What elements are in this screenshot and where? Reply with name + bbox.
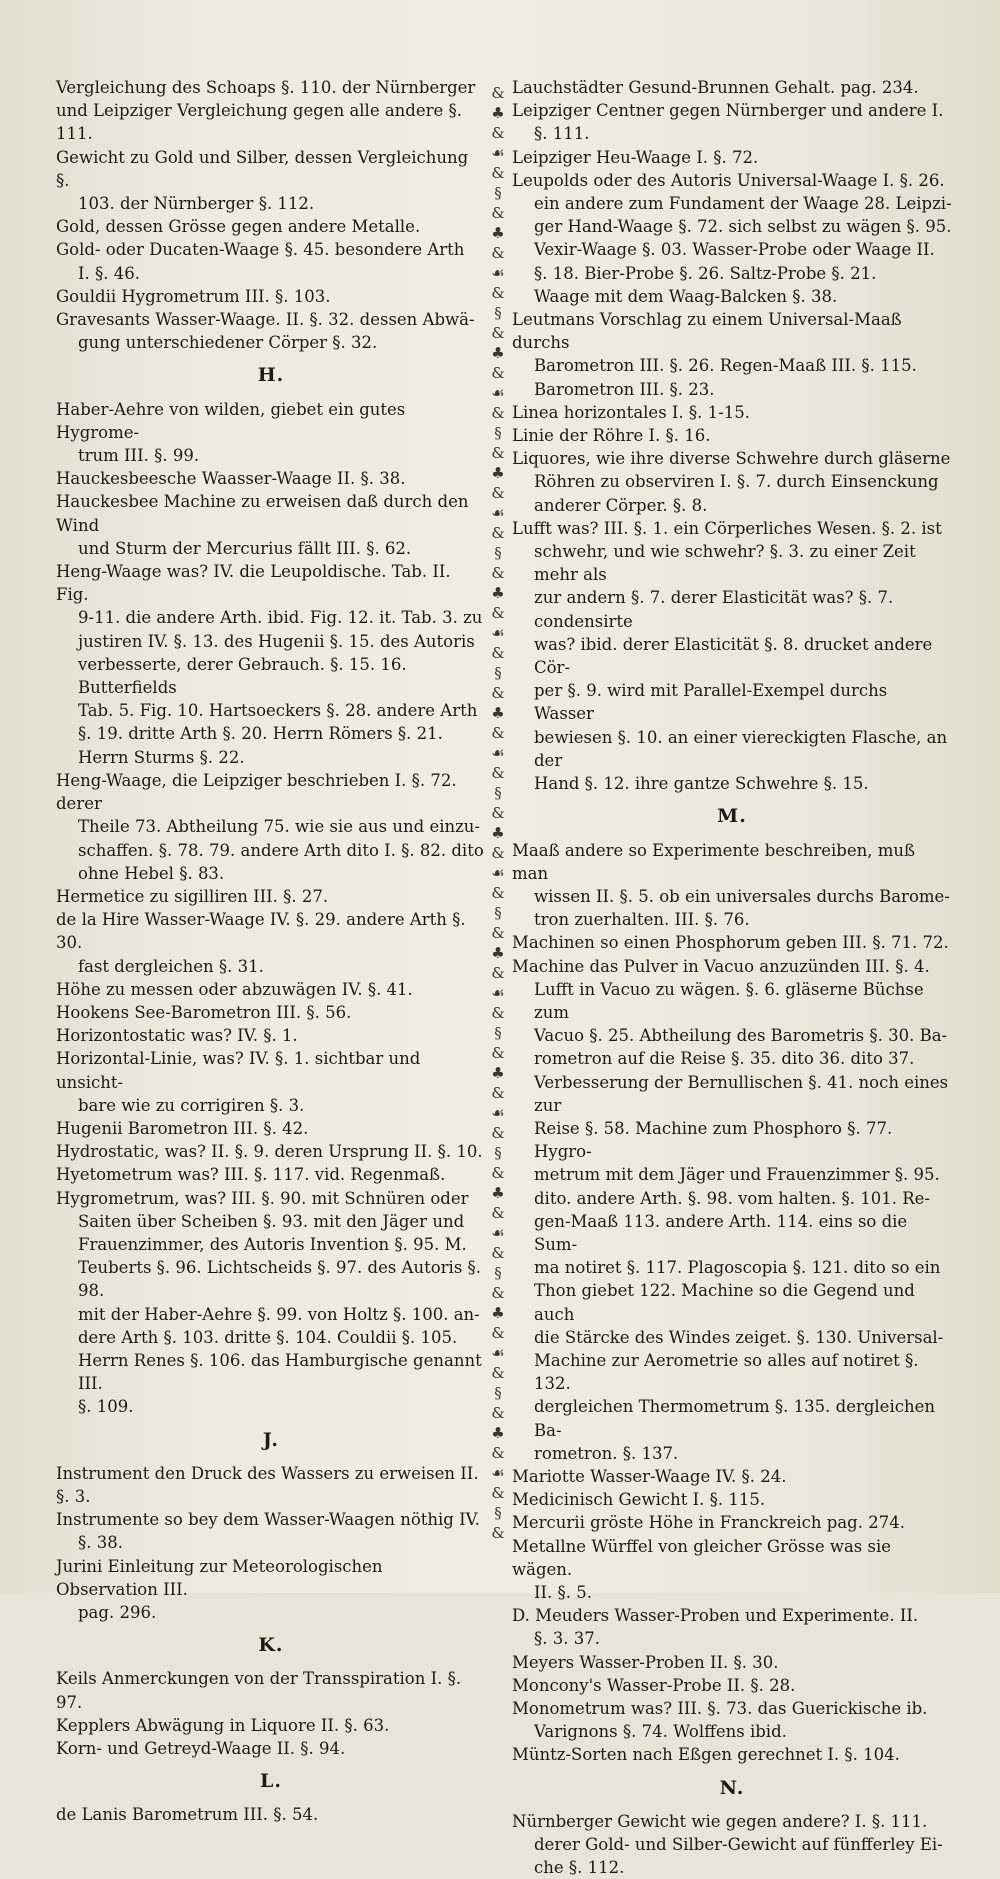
ornament-glyph: &	[491, 604, 505, 622]
ornament-glyph: &	[491, 164, 505, 182]
index-entry: de Lanis Barometrum III. §. 54.	[56, 1805, 319, 1825]
index-entry: Höhe zu messen oder abzuwägen IV. §. 41.	[56, 979, 413, 999]
index-entry-continuation: rometron auf die Reise §. 35. dito 36. dito 37.	[534, 1049, 915, 1069]
index-entry-continuation: justiren IV. §. 13. des Hugenii §. 15. des Autoris	[78, 631, 475, 651]
index-entry-continuation: ohne Hebel §. 83.	[78, 863, 225, 883]
index-entry-continuation: und Sturm der Mercurius fällt III. §. 62.	[78, 538, 412, 558]
index-entry: Haber-Aehre von wilden, giebet ein gutes Hygrome-	[56, 399, 406, 442]
section-letter: J.	[262, 1428, 280, 1451]
index-entry-continuation: Herrn Sturms §. 22.	[78, 747, 245, 767]
ornament-glyph: ☙	[491, 504, 505, 522]
index-entry-continuation: Tab. 5. Fig. 10. Hartsoeckers §. 28. andere Arth	[78, 701, 478, 721]
index-entry: Linea horizontales I. §. 1-15.	[512, 402, 750, 422]
index-entry-continuation: verbesserte, derer Gebrauch. §. 15. 16. Butterfields	[78, 654, 407, 698]
index-entry-continuation: pag. 296.	[78, 1603, 157, 1622]
ornament-glyph: ♣	[491, 584, 505, 602]
index-entry-continuation: derer Gold- und Silber-Gewicht auf fünfferley Ei-	[534, 1835, 943, 1855]
index-entry-continuation: che §. 112.	[534, 1858, 625, 1878]
index-entry-continuation: §. 109.	[78, 1397, 134, 1417]
ornament-glyph: ☙	[491, 1344, 505, 1362]
index-entry-continuation: II. §. 5.	[534, 1583, 593, 1602]
ornament-glyph: ☙	[491, 864, 505, 882]
ornament-glyph: ☙	[491, 384, 505, 402]
index-entry: Horizontal-Linie, was? IV. §. 1. sichtbar und unsicht-	[56, 1049, 421, 1092]
index-entry-continuation: wissen II. §. 5. ob ein universales durchs Barome-	[534, 886, 950, 906]
index-entry: Nürnberger Gewicht wie gegen andere? I. §. 111.	[512, 1811, 928, 1831]
ornament-glyph: ☙	[491, 624, 505, 642]
index-entry-continuation: Theile 73. Abtheilung 75. wie sie aus und einzu-	[78, 817, 481, 837]
index-entry: Müntz-Sorten nach Eßgen gerechnet I. §. 104.	[512, 1745, 900, 1765]
ornament-glyph: §	[494, 1264, 502, 1282]
index-entry: Meyers Wasser-Proben II. §. 30.	[512, 1652, 779, 1672]
index-entry: Lauchstädter Gesund-Brunnen Gehalt. pag. 234.	[512, 78, 919, 97]
index-entry-continuation: dere Arth §. 103. dritte §. 104. Couldii §. 105.	[78, 1327, 458, 1347]
ornament-glyph: &	[491, 1084, 505, 1102]
section-letter: N.	[719, 1776, 745, 1799]
ornament-glyph: &	[491, 884, 505, 902]
ornament-glyph: &	[491, 1204, 505, 1222]
index-entry: Instrumente so bey dem Wasser-Waagen nöthig IV.	[56, 1510, 480, 1530]
index-entry: Leipziger Heu-Waage I. §. 72.	[512, 147, 759, 167]
ornament-glyph: §	[494, 424, 502, 442]
ornament-glyph: ♣	[491, 1184, 505, 1202]
ornament-glyph: &	[491, 284, 505, 302]
index-entry: Machinen so einen Phosphorum geben III. §. 71. 72.	[512, 933, 949, 953]
ornament-glyph: &	[491, 1364, 505, 1382]
ornament-glyph: &	[491, 404, 505, 422]
ornament-glyph: ♣	[491, 464, 505, 482]
ornament-glyph: &	[491, 684, 505, 702]
index-entry: Hermetice zu sigilliren III. §. 27.	[56, 886, 329, 906]
ornament-glyph: §	[494, 904, 502, 922]
ornament-glyph: &	[491, 1124, 505, 1142]
index-entry-continuation: zur andern §. 7. derer Elasticität was? §. 7. condensirte	[534, 588, 894, 631]
index-entry: Heng-Waage, die Leipziger beschrieben I. §. 72. derer	[56, 770, 457, 814]
left-column	[56, 76, 486, 1827]
index-entry-continuation: fast dergleichen §. 31.	[78, 956, 264, 976]
right-column	[512, 76, 952, 1879]
index-entry-continuation: Lufft in Vacuo zu wägen. §. 6. gläserne Büchse zum	[534, 979, 924, 1022]
index-entry-continuation: anderer Cörper. §. 8.	[534, 495, 708, 515]
index-entry: Heng-Waage was? IV. die Leupoldische. Tab. II. Fig.	[56, 562, 451, 605]
ornament-glyph: §	[494, 184, 502, 202]
ornament-glyph: &	[491, 1484, 505, 1502]
index-entry-continuation: die Stärcke des Windes zeiget. §. 130. Universal-	[534, 1327, 944, 1347]
ornament-glyph: &	[491, 1244, 505, 1262]
index-entry-continuation: 103. der Nürnberger §. 112.	[78, 194, 315, 214]
index-entry: Korn- und Getreyd-Waage II. §. 94.	[56, 1739, 346, 1759]
ornament-glyph: &	[491, 524, 505, 542]
ornament-glyph: ☙	[491, 264, 505, 282]
ornament-glyph: &	[491, 244, 505, 262]
ornament-glyph: §	[494, 544, 502, 562]
index-entry: Jurini Einleitung zur Meteorologischen Observation III.	[56, 1556, 383, 1599]
index-entry: Maaß andere so Experimente beschreiben, muß man	[512, 840, 916, 883]
ornament-glyph: ♣	[491, 1304, 505, 1322]
index-entry-continuation: §. 3. 37.	[534, 1629, 600, 1649]
ornament-glyph: &	[491, 964, 505, 982]
ornament-glyph: &	[491, 1444, 505, 1462]
index-entry-continuation: ger Hand-Waage §. 72. sich selbst zu wägen §. 95.	[534, 217, 952, 237]
ornament-glyph: &	[491, 1324, 505, 1342]
ornament-glyph: &	[491, 1004, 505, 1022]
ornament-glyph: §	[494, 664, 502, 682]
ornament-glyph: §	[494, 1384, 502, 1402]
index-entry: Lufft was? III. §. 1. ein Cörperliches Wesen. §. 2. ist	[512, 518, 942, 538]
index-entry: Mariotte Wasser-Waage IV. §. 24.	[512, 1466, 787, 1486]
index-entry: Medicinisch Gewicht I. §. 115.	[512, 1490, 766, 1510]
ornament-glyph: ♣	[491, 1424, 505, 1442]
ornament-glyph: &	[491, 1284, 505, 1302]
index-entry-continuation: §. 111.	[534, 124, 590, 144]
index-entry-continuation: Varignons §. 74. Wolffens ibid.	[534, 1722, 787, 1742]
index-entry: Hugenii Barometron III. §. 42.	[56, 1118, 309, 1138]
ornament-glyph: &	[491, 804, 505, 822]
ornament-glyph: ♣	[491, 104, 505, 122]
index-entry-continuation: bewiesen §. 10. an einer viereckigten Flasche, an der	[534, 727, 948, 770]
ornament-divider	[489, 84, 507, 1542]
ornament-glyph: §	[494, 784, 502, 802]
index-entry-continuation: Machine zur Aerometrie so alles auf notiret §. 132.	[534, 1350, 919, 1394]
ornament-glyph: &	[491, 1404, 505, 1422]
index-entry: Instrument den Druck des Wassers zu erweisen II. §. 3.	[56, 1463, 479, 1506]
ornament-glyph: §	[494, 1504, 502, 1522]
ornament-glyph: &	[491, 1524, 505, 1542]
index-entry: Leipziger Centner gegen Nürnberger und andere I.	[512, 101, 944, 121]
index-entry-continuation: tron zuerhalten. III. §. 76.	[534, 910, 750, 930]
index-entry: Machine das Pulver in Vacuo anzuzünden III. §. 4.	[512, 956, 930, 976]
ornament-glyph: &	[491, 1044, 505, 1062]
index-entry-continuation: Frauenzimmer, des Autoris Invention §. 95. M.	[78, 1234, 467, 1254]
index-entry: Leutmans Vorschlag zu einem Universal-Maaß durchs	[512, 310, 902, 353]
index-entry: Linie der Röhre I. §. 16.	[512, 426, 711, 446]
index-entry: Metallne Würffel von gleicher Grösse was sie wägen.	[512, 1536, 892, 1579]
index-entry: Moncony's Wasser-Probe II. §. 28.	[512, 1675, 796, 1695]
index-entry: Liquores, wie ihre diverse Schwehre durch gläserne	[512, 449, 951, 469]
ornament-glyph: &	[491, 644, 505, 662]
ornament-glyph: ☙	[491, 144, 505, 162]
index-entry-continuation: rometron. §. 137.	[534, 1443, 679, 1463]
index-entry-continuation: §. 38.	[78, 1533, 123, 1553]
index-entry-continuation: trum III. §. 99.	[78, 446, 200, 466]
ornament-glyph: &	[491, 124, 505, 142]
index-entry: Hyetometrum was? III. §. 117. vid. Regenmaß.	[56, 1165, 446, 1185]
index-entry: Gravesants Wasser-Waage. II. §. 32. dessen Abwä-	[56, 310, 475, 330]
index-entry: Keils Anmerckungen von der Transspiration I. §. 97.	[56, 1669, 462, 1712]
index-entry: Hygrometrum, was? III. §. 90. mit Schnüren oder	[56, 1188, 469, 1208]
index-entry-continuation: metrum mit dem Jäger und Frauenzimmer §. 95.	[534, 1165, 940, 1185]
ornament-glyph: &	[491, 564, 505, 582]
section-letter: K.	[258, 1634, 284, 1657]
index-entry-continuation: I. §. 46.	[78, 263, 140, 283]
ornament-glyph: &	[491, 84, 505, 102]
index-entry: de la Hire Wasser-Waage IV. §. 29. andere Arth §. 30.	[56, 910, 466, 953]
index-entry: Vergleichung des Schoaps §. 110. der Nürnberger	[56, 78, 476, 97]
ornament-glyph: §	[494, 1024, 502, 1042]
ornament-glyph: ♣	[491, 944, 505, 962]
ornament-glyph: ♣	[491, 344, 505, 362]
ornament-glyph: ☙	[491, 1104, 505, 1122]
ornament-glyph: ☙	[491, 1224, 505, 1242]
index-entry: Hauckesbee Machine zu erweisen daß durch den Wind	[56, 492, 469, 535]
section-letter: M.	[717, 805, 747, 828]
index-entry: Monometrum was? III. §. 73. das Guerickische ib.	[512, 1699, 928, 1719]
index-entry-continuation: gen-Maaß 113. andere Arth. 114. eins so die Sum-	[534, 1211, 908, 1254]
index-entry-continuation: ma notiret §. 117. Plagoscopia §. 121. dito so ein	[534, 1258, 941, 1278]
index-entry: und Leipziger Vergleichung gegen alle andere §. 111.	[56, 101, 463, 144]
section-letter: H.	[257, 364, 285, 387]
ornament-glyph: ♣	[491, 224, 505, 242]
index-entry-continuation: mit der Haber-Aehre §. 99. von Holtz §. 100. an-	[78, 1304, 480, 1324]
index-entry-continuation: Vexir-Waage §. 03. Wasser-Probe oder Waage II.	[534, 240, 935, 260]
ornament-glyph: &	[491, 484, 505, 502]
ornament-glyph: ♣	[491, 1064, 505, 1082]
index-entry: Hookens See-Barometron III. §. 56.	[56, 1002, 352, 1022]
index-entry-continuation: Thon giebet 122. Machine so die Gegend und auch	[534, 1281, 915, 1324]
index-entry-continuation: dergleichen Thermometrum §. 135. dergleichen Ba-	[534, 1397, 935, 1440]
ornament-glyph: §	[494, 304, 502, 322]
index-entry-continuation: Herrn Renes §. 106. das Hamburgische genannt III.	[78, 1350, 482, 1394]
ornament-glyph: §	[494, 1144, 502, 1162]
index-entry-continuation: dito. andere Arth. §. 98. vom halten. §. 101. Re-	[534, 1188, 930, 1208]
ornament-glyph: ☙	[491, 1464, 505, 1482]
index-entry-continuation: ein andere zum Fundament der Waage 28. Leipzi-	[534, 194, 952, 214]
ornament-glyph: ♣	[491, 704, 505, 722]
index-entry-continuation: Hand §. 12. ihre gantze Schwehre §. 15.	[534, 774, 869, 794]
index-entry-continuation: Verbesserung der Bernullischen §. 41. noch eines zur	[534, 1072, 949, 1115]
ornament-glyph: &	[491, 204, 505, 222]
ornament-glyph: ♣	[491, 824, 505, 842]
index-entry: Kepplers Abwägung in Liquore II. §. 63.	[56, 1715, 390, 1735]
index-entry: Leupolds oder des Autoris Universal-Waage I. §. 26.	[512, 170, 945, 190]
index-entry: Gold- oder Ducaten-Waage §. 45. besondere Arth	[56, 240, 465, 260]
index-entry-continuation: bare wie zu corrigiren §. 3.	[78, 1095, 305, 1115]
index-entry-continuation: §. 19. dritte Arth §. 20. Herrn Römers §. 21.	[78, 724, 443, 744]
ornament-glyph: &	[491, 724, 505, 742]
ornament-glyph: &	[491, 844, 505, 862]
ornament-glyph: &	[491, 764, 505, 782]
index-entry-continuation: Röhren zu observiren I. §. 7. durch Einsenckung	[534, 472, 939, 492]
index-entry-continuation: Saiten über Scheiben §. 93. mit den Jäger und	[78, 1211, 465, 1231]
index-entry-continuation: per §. 9. wird mit Parallel-Exempel durchs Wasser	[534, 681, 888, 724]
index-entry-continuation: Barometron III. §. 26. Regen-Maaß III. §. 115.	[534, 356, 917, 376]
ornament-glyph: &	[491, 924, 505, 942]
ornament-glyph: &	[491, 364, 505, 382]
index-entry: Gewicht zu Gold und Silber, dessen Vergleichung §.	[56, 147, 469, 190]
index-entry-continuation: was? ibid. derer Elasticität §. 8. drucket andere Cör-	[534, 634, 933, 678]
index-entry-continuation: Reise §. 58. Machine zum Phosphoro §. 77. Hygro-	[534, 1118, 893, 1162]
index-entry-continuation: gung unterschiedener Cörper §. 32.	[78, 333, 378, 353]
index-entry: D. Meuders Wasser-Proben und Experimente. II.	[512, 1606, 919, 1626]
index-entry-continuation: Barometron III. §. 23.	[534, 379, 715, 399]
index-entry: Hydrostatic, was? II. §. 9. deren Ursprung II. §. 10.	[56, 1142, 483, 1162]
index-entry: Horizontostatic was? IV. §. 1.	[56, 1026, 298, 1046]
ornament-glyph: &	[491, 1164, 505, 1182]
index-entry-continuation: schwehr, und wie schwehr? §. 3. zu einer Zeit mehr als	[534, 542, 916, 585]
index-entry: Hauckesbeesche Waasser-Waage II. §. 38.	[56, 469, 406, 489]
index-entry-continuation: 9-11. die andere Arth. ibid. Fig. 12. it. Tab. 3. zu	[78, 608, 483, 628]
index-entry-continuation: Vacuo §. 25. Abtheilung des Barometris §. 30. Ba-	[534, 1026, 948, 1046]
index-entry: Mercurii gröste Höhe in Franckreich pag. 274.	[512, 1513, 905, 1533]
index-entry: Gouldii Hygrometrum III. §. 103.	[56, 286, 331, 306]
ornament-glyph: ☙	[491, 744, 505, 762]
ornament-glyph: &	[491, 324, 505, 342]
index-entry-continuation: §. 18. Bier-Probe §. 26. Saltz-Probe §. 21.	[534, 263, 877, 283]
ornament-glyph: ☙	[491, 984, 505, 1002]
section-letter: L.	[260, 1770, 282, 1793]
index-entry-continuation: Waage mit dem Waag-Balcken §. 38.	[534, 286, 838, 306]
ornament-glyph: &	[491, 444, 505, 462]
index-entry-continuation: schaffen. §. 78. 79. andere Arth dito I. §. 82. dito	[78, 840, 484, 860]
index-entry: Gold, dessen Grösse gegen andere Metalle.	[56, 217, 421, 237]
index-entry-continuation: Teuberts §. 96. Lichtscheids §. 97. des Autoris §. 98.	[78, 1258, 482, 1301]
